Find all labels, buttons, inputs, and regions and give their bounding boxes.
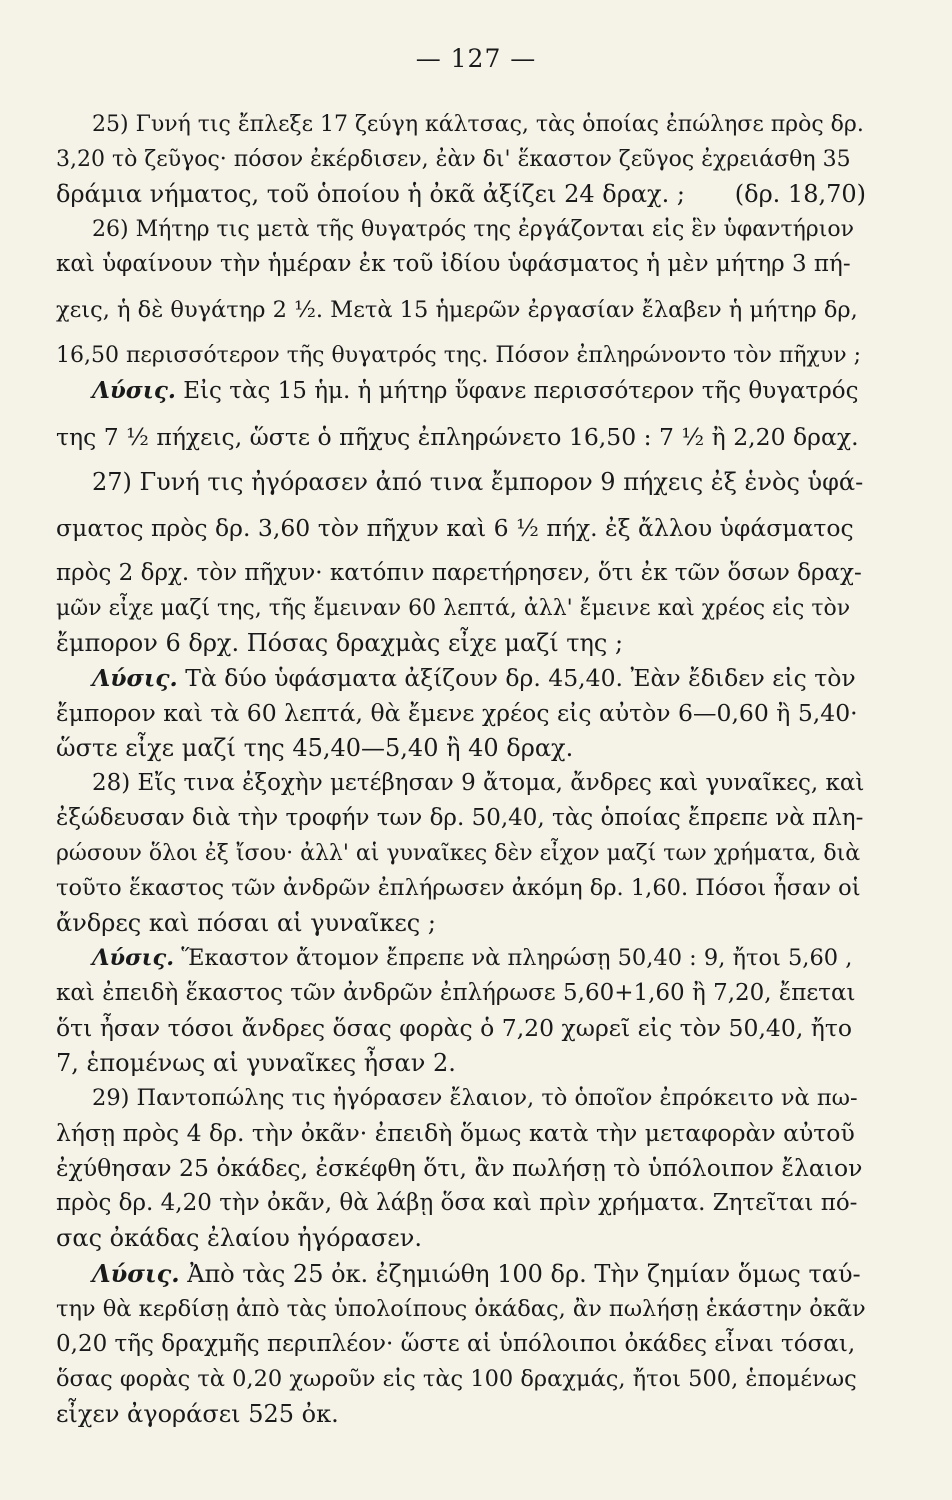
text-line: χεις, ἡ δὲ θυγάτηρ 2 ½. Μετὰ 15 ἡμερῶν ἐργασίαν ἔλαβεν ἡ μήτηρ δρ, (56, 297, 858, 323)
problem-start-line: 27) Γυνή τις ἠγόρασεν ἀπό τινα ἔμπορον 9 πήχεις ἐξ ἑνὸς ὑφά- (92, 468, 864, 496)
solution-text: Ἕκαστον ἄτομον ἔπρεπε νὰ πληρώσῃ 50,40 : 9, ἤτοι 5,60 , (174, 945, 853, 971)
text-line: της 7 ½ πήχεις, ὥστε ὁ πῆχυς ἐπληρώνετο 16,50 : 7 ½ ἢ 2,20 δραχ. (56, 423, 859, 451)
text-line: εἶχεν ἀγοράσει 525 ὀκ. (56, 1400, 339, 1428)
text-line: ὅτι ἦσαν τόσοι ἄνδρες ὅσας φορὰς ὁ 7,20 χωρεῖ εἰς τὸν 50,40, ἤτο (56, 1014, 852, 1042)
problem-start-line: 28) Εἴς τινα ἐξοχὴν μετέβησαν 9 ἄτομα, ἄνδρες καὶ γυναῖκες, καὶ (92, 770, 865, 796)
solution-label: Λύσις. (92, 377, 176, 404)
text-line: ὥστε εἶχε μαζί της 45,40—5,40 ἢ 40 δραχ. (56, 734, 574, 762)
text-line-with-answer (56, 177, 866, 212)
problem-start-line: 25) Γυνή τις ἔπλεξε 17 ζεύγη κάλτσας, τὰς ὁποίας ἐπώλησε πρὸς δρ. (92, 112, 864, 137)
text-line: 16,50 περισσότερον τῆς θυγατρός της. Πόσον ἐπληρώνοντο τὸν πῆχυν ; (56, 343, 862, 368)
text-line: ἄνδρες καὶ πόσαι αἱ γυναῖκες ; (56, 909, 436, 937)
solution-text: Τὰ δύο ὑφάσματα ἀξίζουν δρ. 45,40. Ἐὰν ἔδιδεν εἰς τὸν (177, 664, 856, 692)
line-text: δράμια νήματος, τοῦ ὁποίου ἡ ὀκᾶ ἀξίζει 24 δραχ. ; (56, 180, 685, 208)
text-line: σματος πρὸς δρ. 3,60 τὸν πῆχυν καὶ 6 ½ πήχ. ἐξ ἄλλου ὑφάσματος (56, 514, 854, 542)
text-line: 3,20 τὸ ζεῦγος· πόσον ἐκέρδισεν, ἐὰν δι' ἕκαστον ζεῦγος ἐχρειάσθη 35 (56, 147, 851, 172)
text-line: ὅσας φορὰς τὰ 0,20 χωροῦν εἰς τὰς 100 δραχμάς, ἤτοι 500, ἑπομένως (56, 1366, 857, 1392)
text-line: σας ὀκάδας ἐλαίου ἠγόρασεν. (56, 1224, 422, 1252)
text-line: λήσῃ πρὸς 4 δρ. τὴν ὀκᾶν· ἐπειδὴ ὅμως κατὰ τὴν μεταφορὰν αὐτοῦ (56, 1119, 855, 1147)
problem-start-line: 26) Μήτηρ τις μετὰ τῆς θυγατρός της ἐργάζονται εἰς ἓν ὑφαντήριον (92, 217, 854, 242)
problem-start-line: 29) Παντοπώλης τις ἠγόρασεν ἔλαιον, τὸ ὁποῖον ἐπρόκειτο νὰ πω- (92, 1085, 858, 1111)
answer-text: (δρ. 18,70) (734, 180, 866, 208)
solution-text: Εἰς τὰς 15 ἡμ. ἡ μήτηρ ὕφανε περισσότερον τῆς θυγατρός (175, 378, 859, 404)
text-line: καὶ ὑφαίνουν τὴν ἡμέραν ἐκ τοῦ ἰδίου ὑφάσματος ἡ μὲν μήτηρ 3 πή- (56, 251, 851, 277)
solution-line (56, 373, 866, 409)
solution-label: Λύσις. (92, 664, 178, 692)
text-line: πρὸς δρ. 4,20 τὴν ὀκᾶν, θὰ λάβῃ ὅσα καὶ πρὶν χρήματα. Ζητεῖται πό- (56, 1190, 858, 1216)
solution-label: Λύσις. (92, 1259, 180, 1288)
text-line: την θὰ κερδίσῃ ἀπὸ τὰς ὑπολοίπους ὀκάδας, ἂν πωλήσῃ ἑκάστην ὀκᾶν (56, 1296, 866, 1322)
solution-line (56, 661, 866, 696)
text-line: πρὸς 2 δρχ. τὸν πῆχυν· κατόπιν παρετήρησεν, ὅτι ἐκ τῶν ὅσων δραχ- (56, 560, 862, 586)
text-line: ἔμπορον καὶ τὰ 60 λεπτά, θὰ ἔμενε χρέος εἰς αὐτὸν 6—0,60 ἢ 5,40· (56, 699, 858, 727)
text-line: μῶν εἶχε μαζί της, τῆς ἔμειναν 60 λεπτά, ἀλλ' ἔμεινε καὶ χρέος εἰς τὸν (56, 596, 851, 621)
text-line: 7, ἑπομένως αἱ γυναῖκες ἦσαν 2. (56, 1049, 456, 1077)
text-line: 0,20 τῆς δραχμῆς περιπλέον· ὥστε αἱ ὑπόλοιποι ὀκάδες εἶναι τόσαι, (56, 1331, 856, 1357)
text-line: ἐξώδευσαν διὰ τὴν τροφήν των δρ. 50,40, τὰς ὁποίας ἔπρεπε νὰ πλη- (56, 805, 864, 831)
text-line: ρώσουν ὅλοι ἐξ ἴσου· ἀλλ' αἱ γυναῖκες δὲν εἶχον μαζί των χρήματα, διὰ (56, 841, 861, 866)
text-line: ἔμπορον 6 δρχ. Πόσας δραχμὰς εἶχε μαζί της ; (56, 629, 624, 657)
solution-label: Λύσις. (92, 945, 175, 971)
text-line: τοῦτο ἕκαστος τῶν ἀνδρῶν ἐπλήρωσεν ἀκόμη δρ. 1,60. Πόσοι ἦσαν οἱ (56, 875, 861, 901)
solution-line (56, 941, 866, 976)
solution-text: Ἀπὸ τὰς 25 ὀκ. ἐζημιώθη 100 δρ. Τὴν ζημίαν ὅμως ταύ- (179, 1260, 861, 1288)
text-line: καὶ ἐπειδὴ ἕκαστος τῶν ἀνδρῶν ἐπλήρωσε 5,60+1,60 ἢ 7,20, ἔπεται (56, 980, 856, 1006)
text-body (56, 107, 866, 1432)
page-number: — 127 — (415, 44, 537, 73)
text-line: ἐχύθησαν 25 ὀκάδες, ἐσκέφθη ὅτι, ἂν πωλήσῃ τὸ ὑπόλοιπον ἔλαιον (56, 1154, 863, 1182)
solution-line (56, 1256, 866, 1292)
